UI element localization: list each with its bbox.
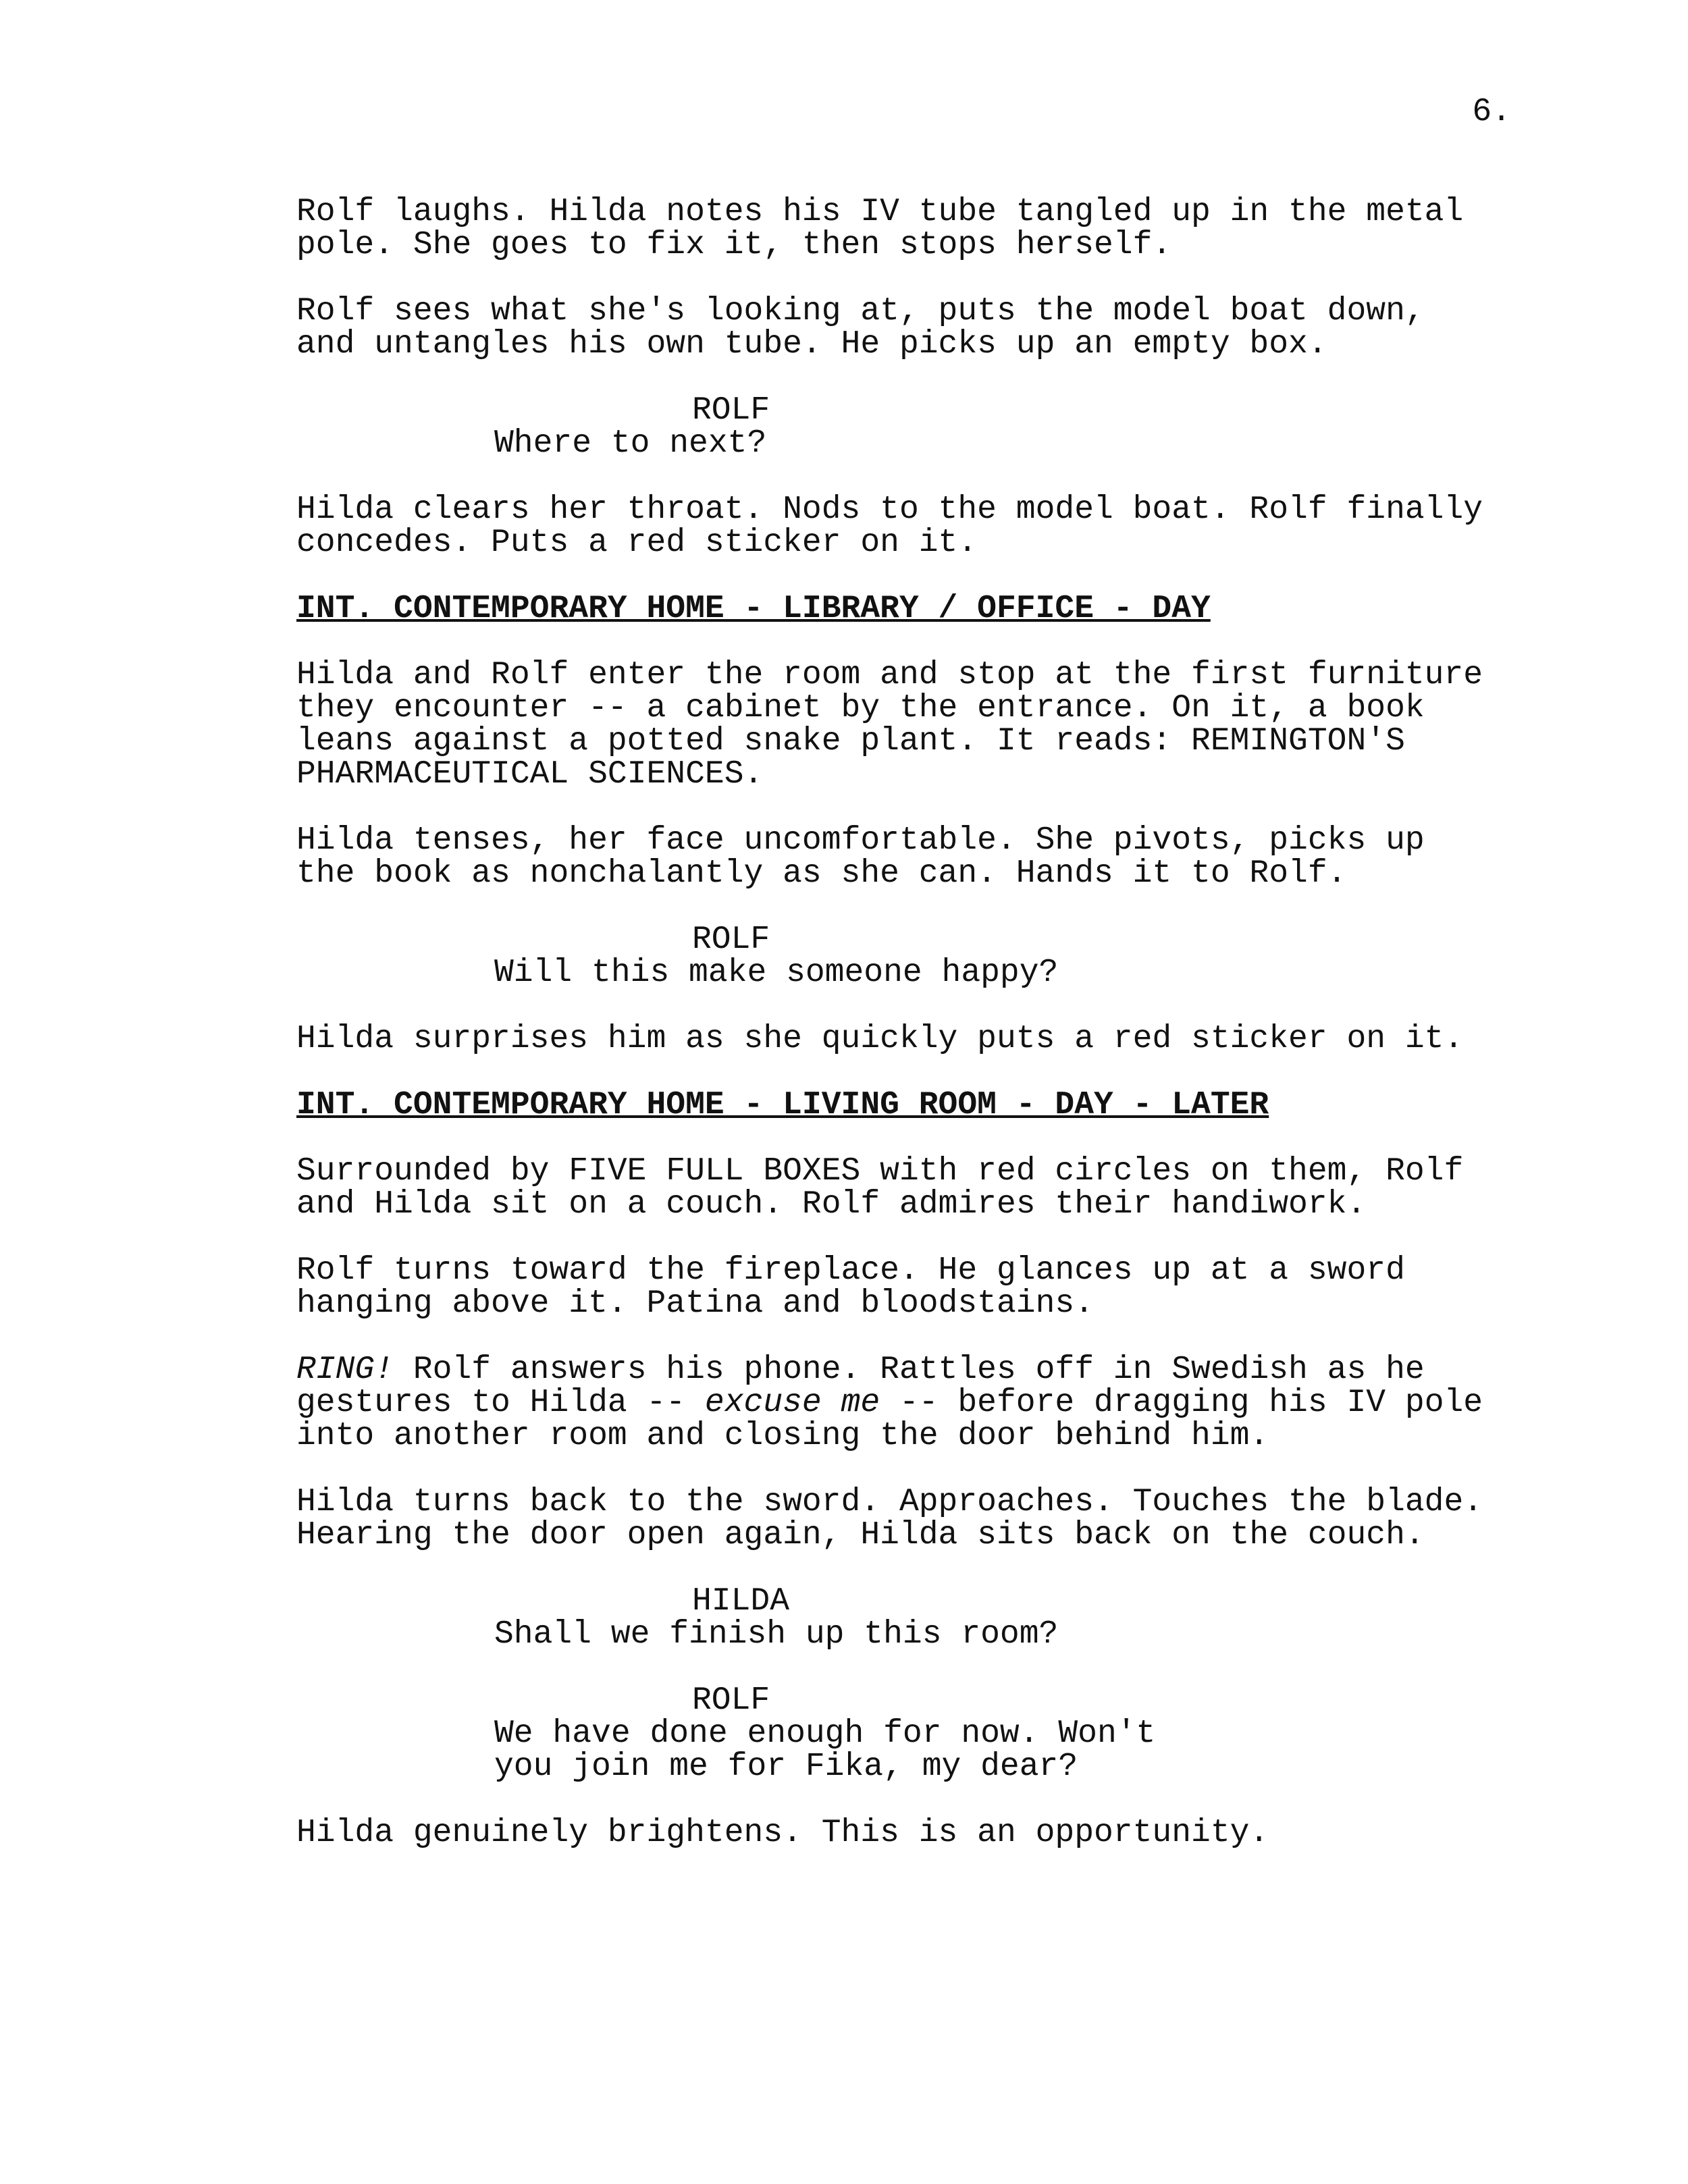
action-paragraph: Hilda tenses, her face uncomfortable. She pivots, picks up the book as nonchalantly as she can. Hands it to Rolf. [296,822,1425,892]
character-name: ROLF [692,922,770,958]
action-paragraph: Rolf sees what she's looking at, puts the model boat down, and untangles his own tube. He picks up an empty box. [296,293,1425,363]
scene-heading: INT. CONTEMPORARY HOME - LIVING ROOM - DAY - LATER [296,1087,1269,1123]
dialogue-block [296,394,1539,460]
dialogue-line: We have done enough for now. Won't you join me for Fika, my dear? [494,1715,1156,1785]
page-number: 6. [1472,94,1511,130]
dialogue-block [296,1585,1539,1651]
action-paragraph [296,1354,1539,1453]
action-paragraph: Hilda clears her throat. Nods to the model boat. Rolf finally concedes. Puts a red sticker on it. [296,491,1483,561]
action-paragraph: Surrounded by FIVE FULL BOXES with red circles on them, Rolf and Hilda sit on a couch. Rolf admires their handiwork. [296,1153,1464,1223]
action-paragraph: Hilda and Rolf enter the room and stop at the first furniture they encounter -- a cabinet by the entrance. On it, a book leans against a potted snake plant. It reads: REMINGTON'S PHARMACEUTICAL SCIENCES. [296,657,1483,793]
action-paragraph: Hilda turns back to the sword. Approaches. Touches the blade. Hearing the door open again, Hilda sits back on the couch. [296,1484,1483,1553]
action-paragraph: Hilda genuinely brightens. This is an opportunity. [296,1815,1269,1851]
action-paragraph: Hilda surprises him as she quickly puts a red sticker on it. [296,1021,1464,1057]
dialogue-block [296,1684,1539,1784]
script-body [296,196,1539,1883]
scene-heading: INT. CONTEMPORARY HOME - LIBRARY / OFFICE - DAY [296,591,1211,627]
dialogue-line: Will this make someone happy? [494,955,1059,991]
dialogue-line: Where to next? [494,425,767,462]
action-paragraph: Rolf turns toward the fireplace. He glances up at a sword hanging above it. Patina and bloodstains. [296,1252,1405,1322]
character-name: HILDA [692,1583,790,1620]
action-paragraph: Rolf laughs. Hilda notes his IV tube tangled up in the metal pole. She goes to fix it, then stops herself. [296,194,1464,263]
action-text: Rolf answers his phone. Rattles off in Swedish as he gestures to Hilda -- [296,1352,1425,1421]
character-name: ROLF [692,1682,770,1719]
sound-effect: RING! [296,1352,394,1388]
emphasis-text: excuse me [704,1385,880,1421]
character-name: ROLF [692,392,770,429]
dialogue-block [296,924,1539,990]
dialogue-line: Shall we finish up this room? [494,1616,1059,1653]
action-text: -- before dragging his IV pole into another room and closing the door behind him. [296,1385,1483,1454]
